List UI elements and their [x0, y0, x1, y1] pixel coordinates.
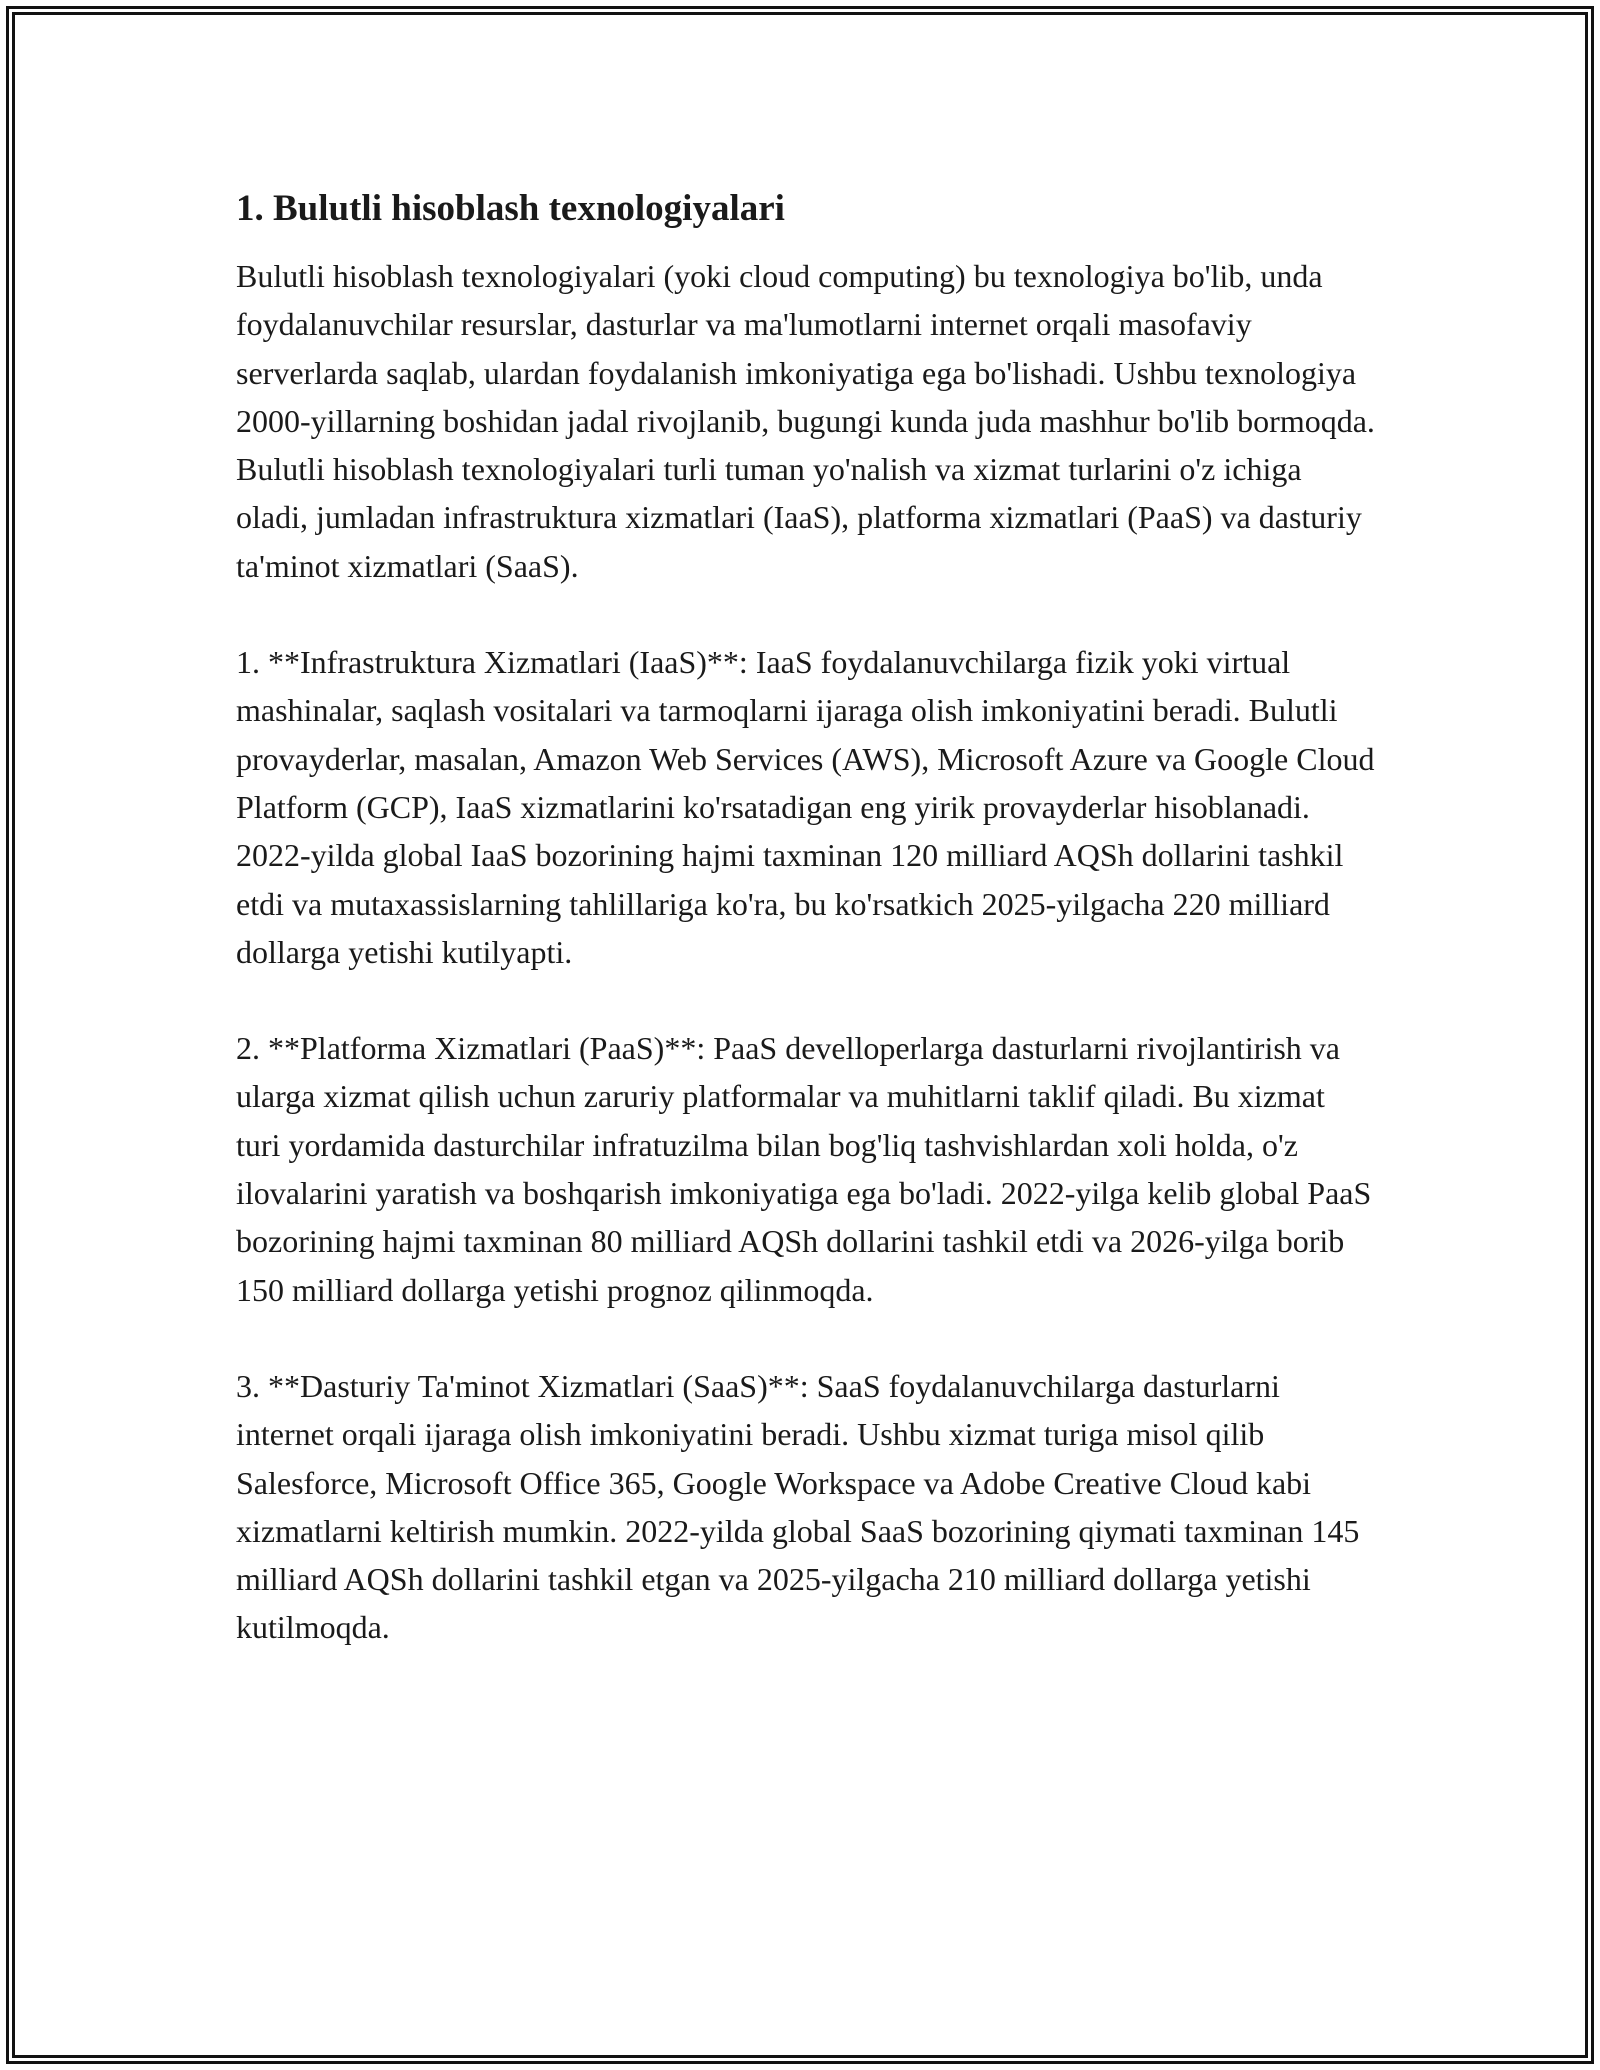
intro-paragraph: Bulutli hisoblash texnologiyalari (yoki cloud computing) bu texnologiya bo'lib, unda foydalanuvchilar resurslar, dasturlar va ma'lumotlarni internet orqali masofaviy serverlarda saqlab, ulardan foydalanish imkoniyatiga ega bo'lishadi. Ushbu texnologiya 2000-yillarning boshidan jadal rivojlanib, bugungi kunda juda mashhur bo'lib bormoqda. Bulutli hisoblash texnologiyalari turli tuman yo'nalish va xizmat turlarini o'z ichiga oladi, jumladan infrastruktura xizmatlari (IaaS), platforma xizmatlari (PaaS) va dasturiy ta'minot xizmatlari (SaaS).	[236, 258, 1375, 584]
paas-paragraph: 2. **Platforma Xizmatlari (PaaS)**: PaaS develloperlarga dasturlarni rivojlantirish va ularga xizmat qilish uchun zaruriy platformalar va muhitlarni taklif qiladi. Bu xizmat turi yordamida dasturchilar infratuzilma bilan bog'liq tashvishlardan xoli holda, o'z ilovalarini yaratish va boshqarish imkoniyatiga ega bo'ladi. 2022-yilga kelib global PaaS bozorining hajmi taxminan 80 milliard AQSh dollarini tashkil etdi va 2026-yilga borib 150 milliard dollarga yetishi prognoz qilinmoqda.	[236, 1030, 1372, 1308]
document-body	[236, 186, 1376, 1700]
section-heading: 1. Bulutli hisoblash texnologiyalari	[236, 188, 785, 229]
saas-paragraph: 3. **Dasturiy Ta'minot Xizmatlari (SaaS)**: SaaS foydalanuvchilarga dasturlarni internet orqali ijaraga olish imkoniyatini beradi. Ushbu xizmat turiga misol qilib Salesforce, Microsoft Office 365, Google Workspace va Adobe Creative Cloud kabi xizmatlarni keltirish mumkin. 2022-yilda global SaaS bozorining qiymati taxminan 145 milliard AQSh dollarini tashkil etgan va 2025-yilgacha 210 milliard dollarga yetishi kutilmoqda.	[236, 1367, 1360, 1646]
iaas-paragraph: 1. **Infrastruktura Xizmatlari (IaaS)**: IaaS foydalanuvchilarga fizik yoki virtual mashinalar, saqlash vositalari va tarmoqlarni ijaraga olish imkoniyatini beradi. Bulutli provayderlar, masalan, Amazon Web Services (AWS), Microsoft Azure va Google Cloud Platform (GCP), IaaS xizmatlarini ko'rsatadigan eng yirik provayderlar hisoblanadi. 2022-yilda global IaaS bozorining hajmi taxminan 120 milliard AQSh dollarini tashkil etdi va mutaxassislarning tahlillariga ko'ra, bu ko'rsatkich 2025-yilgacha 220 milliard dollarga yetishi kutilyapti.	[236, 644, 1375, 970]
